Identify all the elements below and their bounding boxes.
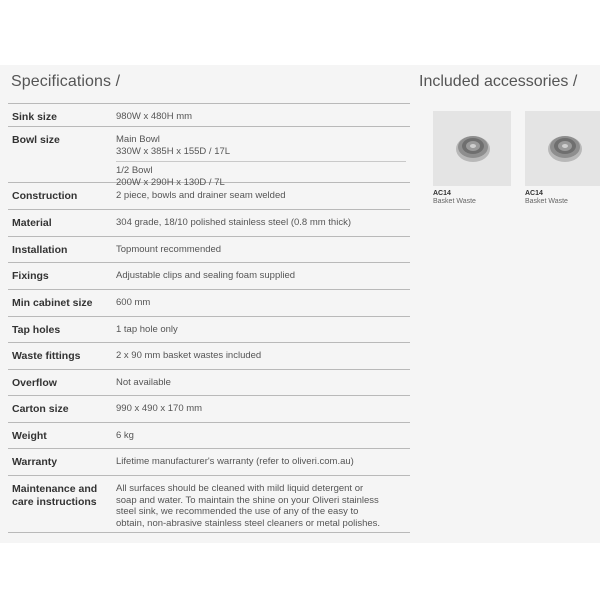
spec-label: Overflow — [12, 377, 57, 389]
spec-row — [8, 370, 410, 396]
spec-value — [116, 343, 410, 369]
accessory-card[interactable] — [433, 111, 511, 205]
spec-value-line: 304 grade, 18/10 polished stainless steel (0.8 mm thick) — [116, 217, 351, 228]
spec-label: Bowl size — [12, 134, 60, 146]
spec-value-line: Adjustable clips and sealing foam supplied — [116, 270, 296, 281]
accessories-title: Included accessories / — [419, 73, 578, 90]
spec-label: Sink size — [12, 111, 57, 123]
accessory-code: AC14 — [525, 190, 543, 197]
spec-row — [8, 290, 410, 317]
spec-label: Installation — [12, 244, 68, 256]
spec-value — [116, 127, 410, 188]
spec-label: Material — [12, 217, 52, 229]
spec-value — [116, 449, 410, 475]
specifications-title: Specifications / — [11, 73, 121, 90]
spec-value-line: 2 piece, bowls and drainer seam welded — [116, 190, 286, 201]
spec-label: Construction — [12, 190, 78, 202]
spec-value — [116, 104, 410, 126]
spec-row — [8, 476, 410, 533]
spec-row — [8, 449, 410, 476]
spec-value — [116, 396, 410, 422]
spec-label: Maintenance and care instructions — [12, 483, 98, 508]
spec-value-line: 980W x 480H mm — [116, 111, 193, 122]
spec-value-line: All surfaces should be cleaned with mild liquid detergent or soap and water. To maintain the shine on your Oliveri stainless steel sink, we recommended the use of any of the easy to obtain, non-abrasive stainless steel cleaners or metal polishes. — [116, 483, 381, 529]
spec-label: Waste fittings — [12, 350, 81, 362]
spec-label: Warranty — [12, 456, 58, 468]
spec-value-line: Not available — [116, 377, 171, 388]
basket-waste-image — [433, 111, 511, 186]
spec-value-line: 2 x 90 mm basket wastes included — [116, 350, 262, 361]
spec-value — [116, 210, 410, 236]
spec-value — [116, 370, 410, 395]
spec-value-line: Lifetime manufacturer's warranty (refer to oliveri.com.au) — [116, 456, 354, 467]
spec-row — [8, 104, 410, 127]
spec-value-line: Main Bowl 330W x 385H x 155D / 17L — [116, 134, 231, 157]
spec-value — [116, 423, 410, 448]
spec-row — [8, 263, 410, 290]
spec-row — [8, 343, 410, 370]
spec-value — [116, 183, 410, 209]
accessory-name: Basket Waste — [525, 198, 568, 205]
spec-value-line: 6 kg — [116, 430, 134, 441]
spec-value — [116, 317, 410, 342]
accessory-code: AC14 — [433, 190, 451, 197]
spec-value-line: Topmount recommended — [116, 244, 222, 255]
spec-value-line: 600 mm — [116, 297, 151, 308]
spec-value — [116, 476, 410, 532]
spec-label: Carton size — [12, 403, 69, 415]
spec-value-line: 990 x 490 x 170 mm — [116, 403, 203, 414]
spec-value-line: 1/2 Bowl 200W x 290H x 130D / 7L — [116, 161, 406, 188]
spec-value — [116, 290, 410, 316]
spec-label: Tap holes — [12, 324, 61, 336]
spec-row — [8, 183, 410, 210]
spec-value-line: 1 tap hole only — [116, 324, 178, 335]
spec-row — [8, 210, 410, 237]
spec-row — [8, 127, 410, 188]
spec-row — [8, 423, 410, 449]
accessory-card[interactable] — [525, 111, 600, 205]
spec-label: Fixings — [12, 270, 49, 282]
spec-row — [8, 396, 410, 423]
specifications-table — [8, 103, 410, 533]
spec-label: Weight — [12, 430, 47, 442]
spec-row — [8, 237, 410, 263]
accessory-name: Basket Waste — [433, 198, 476, 205]
spec-value — [116, 237, 410, 262]
basket-waste-image — [525, 111, 600, 186]
spec-label: Min cabinet size — [12, 297, 93, 309]
spec-row — [8, 317, 410, 343]
spec-value — [116, 263, 410, 289]
